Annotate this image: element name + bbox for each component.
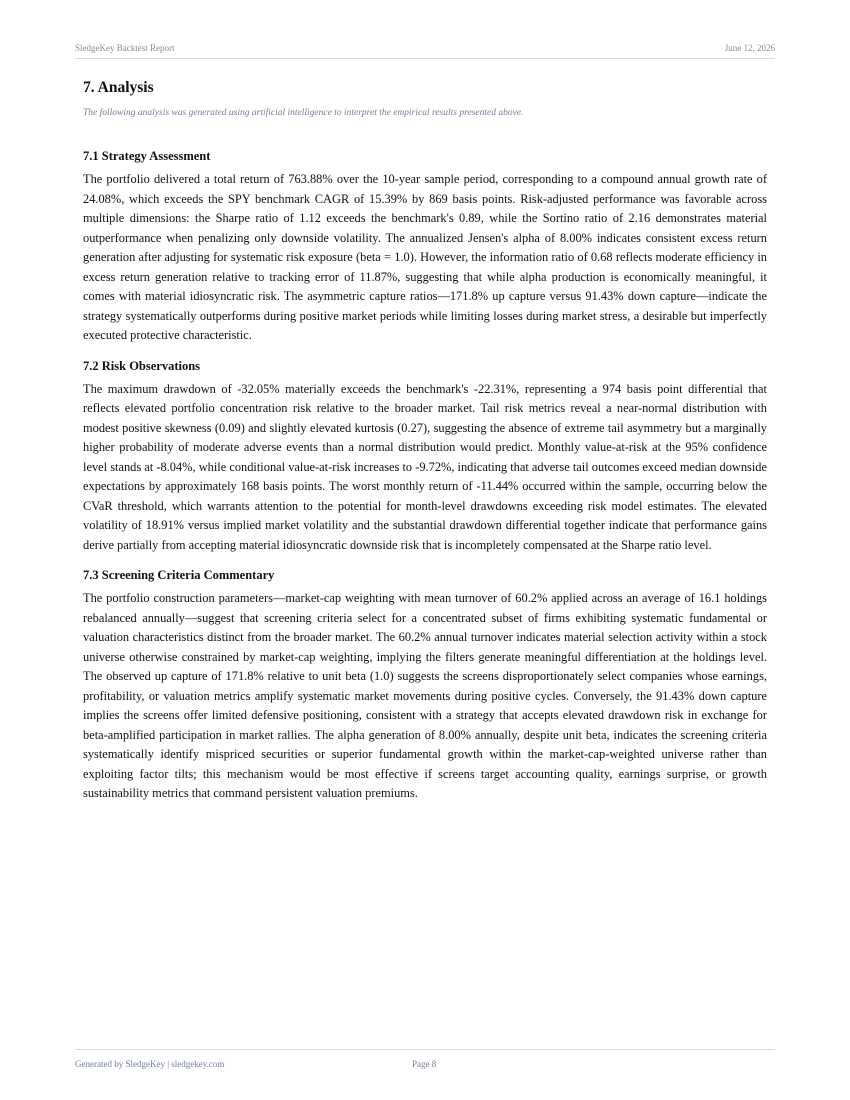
subsection-title: 7.3 Screening Criteria Commentary — [83, 568, 275, 582]
subsection-strategy-assessment — [83, 148, 767, 346]
page-header — [75, 42, 775, 59]
footer-generated-by: Generated by SledgeKey | sledgekey.com — [75, 1059, 225, 1069]
ai-disclaimer: The following analysis was generated using artificial intelligence to interpret the empirical results presented above. — [83, 108, 524, 118]
subsection-body: The maximum drawdown of -32.05% materially exceeds the benchmark's -22.31%, representing a 974 basis point differential that reflects elevated portfolio concentration risk relative to the broader market. Tail risk metrics reveal a near-normal distribution with modest positive skewness (0.09) and slightly elevated kurtosis (0.27), suggesting the absence of extreme tail asymmetry but a marginally higher probability of moderate adverse events than a normal distribution would predict. Monthly value-at-risk at the 95% confidence level stands at -8.04%, while conditional value-at-risk increases to -9.72%, indicating that adverse tail outcomes exceed median downside expectations by approximately 168 basis points. The worst monthly return of -11.44% occurred within the sample, occurring below the CVaR threshold, which warrants attention to the potential for month-level drawdowns exceeding risk model estimates. The elevated volatility of 18.91% versus implied market volatility and the substantial drawdown differential together indicate that performance gains derive partially from accepting material idiosyncratic downside risk that is incompletely compensated at the Sharpe ratio level. — [83, 381, 767, 552]
subsection-body: The portfolio construction parameters—market-cap weighting with mean turnover of 60.2% applied across an average of 16.1 holdings rebalanced annually—suggest that screening criteria select for a concentrated subset of firms exhibiting systematic fundamental or valuation characteristics distinct from the broader market. The 60.2% annual turnover indicates material selection activity within a stock universe otherwise constrained by market-cap weighting, implying the filters generate meaningful differentiation at the holdings level. The observed up capture of 171.8% relative to unit beta (1.0) suggests the screens disproportionately select companies whose earnings, profitability, or valuation metrics amplify systematic market movements during positive cycles. Conversely, the 91.43% down capture implies the screens offer limited defensive positioning, consistent with a strategy that accepts elevated drawdown risk in exchange for beta-amplified participation in market rallies. The alpha generation of 8.00% annually, despite unit beta, indicates the screening criteria systematically identify mispriced securities or superior fundamental growth within the market-cap-weighted universe rather than exploiting factor tilts; this mechanism would be most effective if screens target accounting quality, earnings surprise, or growth sustainability metrics that command persistent valuation premiums. — [83, 591, 767, 800]
page-content — [83, 78, 767, 804]
section-title: 7. Analysis — [83, 79, 154, 96]
subsection-title: 7.2 Risk Observations — [83, 358, 201, 373]
subsection-body: The portfolio delivered a total return of 763.88% over the 10-year sample period, corresponding to a compound annual growth rate of 24.08%, which exceeds the SPY benchmark CAGR of 15.39% by 869 basis points. Risk-adjusted performance was favorable across multiple dimensions: the Sharpe ratio of 1.12 exceeds the benchmark's 0.89, while the Sortino ratio of 2.16 demonstrates material outperformance when penalizing only downside volatility. The annualized Jensen's alpha of 8.00% indicates consistent excess return generation after adjusting for systematic risk exposure (beta = 1.0). However, the information ratio of 0.68 reflects moderate efficiency in excess return generation relative to tracking error of 11.87%, suggesting that while alpha production is economically meaningful, it comes with material idiosyncratic risk. The asymmetric capture ratios—171.8% up capture versus 91.43% down capture—indicate the strategy systematically outperforms during positive market periods while limiting losses during market stress, a desirable but imperfectly executed protective characteristic. — [83, 172, 767, 342]
subsection-title: 7.1 Strategy Assessment — [83, 149, 211, 163]
page-footer — [75, 1049, 775, 1072]
report-name: SledgeKey Backtest Report — [75, 43, 175, 53]
report-date: June 12, 2026 — [724, 43, 775, 53]
subsection-risk-observations — [83, 358, 767, 556]
subsection-screening-criteria — [83, 567, 767, 804]
page-number: Page 8 — [412, 1059, 437, 1069]
